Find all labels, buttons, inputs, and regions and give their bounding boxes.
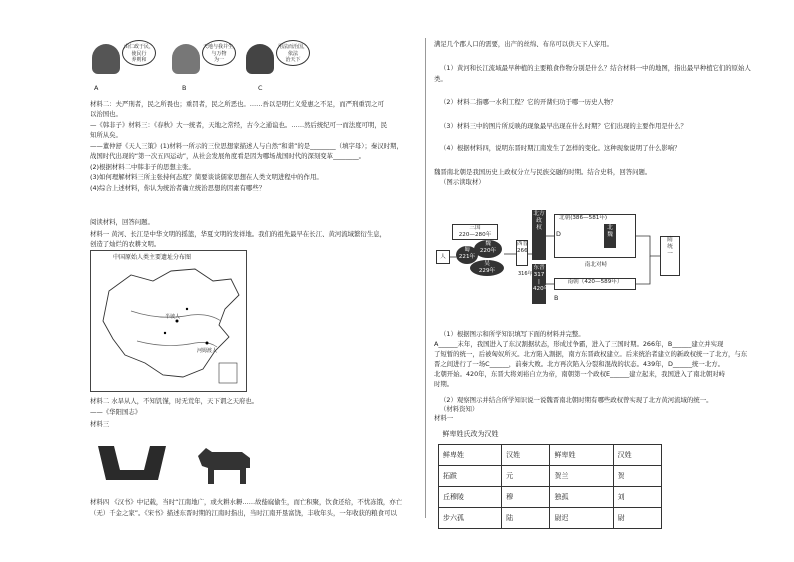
avatar-label: C [258,84,263,92]
question: （1）黄河和长江流域最早种植的主要粮食作物分别是什么？结合材料一中的地图，指出最早种植它们的原始人 [440,64,751,72]
question: （3）材料三中的图片所反映的现象最早出现在什么时期？它们出现的主要作用是什么？ [440,122,687,130]
table-row [439,487,662,508]
table-cell: 步六孤 [439,508,502,529]
text-line: 晋之间进行了一场C______，前秦大败。北方再次陷入分裂和混战的状态。439年，D______统一北方。 [434,360,724,368]
table-caption: 鲜卑姓氏改为汉姓 [439,424,662,445]
flow-box-shu: 蜀 221年 [456,246,478,264]
text-line: 知所从矣。 [90,131,122,139]
text-line: (4)综合上述材料，你认为统治者确立统治思想的因素有哪些？ [90,184,266,192]
column-divider [425,38,426,518]
flow-box-wu: 吴 229年 [470,260,504,276]
question: （2）材料二指哪一水利工程？它的开凿归功于哪一历史人物？ [440,98,617,106]
table-cell: 刘 [613,487,661,508]
avatar [172,44,200,74]
text-line: 材料二 水旱从人，不知饥馑，时无荒年，天下谓之天府也。 [90,397,259,405]
flow-label-d: D [556,230,561,238]
text-line: 魏晋南北朝是我国历史上政权分立与民族交融的时期。结合史料，回答问题。 [434,168,652,176]
speech-bubble: 天地与我并生， 与万物 为一 [202,40,236,66]
table-cell: 元 [502,466,550,487]
map-title: 中国原始人类主要遗址分布图 [113,254,192,261]
table-cell: 穆 [502,487,550,508]
flow-box-nanbei: 南北对峙 [576,262,616,274]
speech-bubble: 用法而治国， 依法 治天下 [276,40,310,66]
speech-bubble: 由仁政于民， 使民行 养则和 [122,40,156,66]
text-line: 战国时代出现的“第一次五四运动”，从社会发展角度看是因为哪场战国时代的深刻变革________。 [90,152,366,160]
table-header: 汉姓 [502,445,550,466]
surname-table [438,424,662,529]
text-line: (2)根据材料二中韩非子的思想主张。 [90,163,195,171]
ox-figurine-image [192,438,256,490]
flow-label-316: 316年 [518,271,533,277]
map-label: 河姆渡人 [197,348,218,354]
table-cell: 贺 [613,466,661,487]
text-line: ——董仲舒《天人三策》(1)材料一所示的三位思想家描述人与自然“和谐”的是________（填字母）；秦汉时期， [90,142,403,150]
map-label: 半坡人 [165,314,181,320]
text-line: A______末年，我国进入了东汉割据状态，形成过争霸，进入了三国时期。266年，B______建立并实现 [434,340,724,348]
text-line: 满足几个郡人口的需要，出产的丝绵、布帛可以供天下人穿用。 [434,40,613,48]
text-line: —《韩非子》材料三：《春秋》大一统者，天地之常经，古今之通谊也。……然后统纪可一而法度可明，民 [90,121,388,129]
text-line: 了短暂的统一，后被匈奴所灭。北方陷入割据，南方东晋政权建立。后来统治者建立的新政权统一了北方，与东 [434,350,748,358]
flow-label-b: B [554,294,559,302]
avatar-label: B [182,84,187,92]
text-line: (3)如何理解材料三所主张持何态度？简要谈谈儒家思想在人类文明进程中的作用。 [90,173,323,181]
avatar [92,44,120,74]
text-line: 材料二：夫严刑者，民之所畏也；重罚者，民之所恶也。……吾以是明仁义爱惠之不足，而严刑重罚之可 [90,100,384,108]
text-line: 创造了灿烂的农耕文明。 [90,240,161,248]
avatar-label: A [94,84,99,92]
table-cell: 尉 [613,508,661,529]
flow-box-ren: 人 [436,250,450,264]
text-line: 材料一 [434,414,454,422]
table-cell: 拓跋 [439,466,502,487]
question: （4）根据材料四，说明东晋时期江南发生了怎样的变化。这种现象说明了什么影响？ [440,144,681,152]
table-header: 鲜卑姓 [550,445,613,466]
table-header: 鲜卑姓 [439,445,502,466]
flow-box-sui: 隋 统 一 [660,236,680,276]
table-row [439,466,662,487]
table-cell: 尉迟 [550,508,613,529]
text-line: 时期。 [434,380,454,388]
text-line: 北朝开始。420年，东晋大将刘裕自立为帝，南朝第一个政权E______建立起来，我国进入了南北朝对峙 [434,370,726,378]
table-cell: 贺兰 [550,466,613,487]
citation: ——《华阳国志》 [90,408,142,416]
iron-plough-image [92,440,172,488]
flow-box-north: 北方 政 权 [532,210,546,260]
flow-box-nanchao: 南朝（420—589年） [554,278,636,290]
text-line: 以治国也。 [90,110,122,118]
table-cell: 丘穆陵 [439,487,502,508]
flow-box-beichao: 北朝(386—581年) [554,214,636,258]
question: （2）观察图示并结合所学知识说一说魏晋南北朝时期有哪些政权曾实现了北方黄河流域的统一。 [440,396,713,404]
dynasty-flow-diagram [436,210,686,315]
avatar [246,44,274,74]
table-cell: 陆 [502,508,550,529]
table-cell: 独孤 [550,487,613,508]
table-header-row [439,445,662,466]
flow-arrows [436,210,686,315]
text-line: （材料资知） [440,405,479,413]
text-line: 类。 [434,75,447,83]
flow-box-wei: 魏 220年 [474,240,502,258]
prehistoric-sites-map [90,250,247,392]
question: （1）根据图示和所学知识填写下面的材料并完整。 [440,330,585,338]
text-line: 材料四 《汉书》中记载，当时“江南地广，或火耕水耨……故啙窳偷生，而亡积聚，饮食还给，不忧冻饿，亦亡 [90,498,403,506]
text-line: 材料一 黄河、长江是中华文明的摇篮，华夏文明的发祥地。我们的祖先最早在长江、黄河流域繁衍生息， [90,230,386,238]
flow-box-beiwei: 北 魏 [604,224,616,248]
table-header: 汉姓 [613,445,661,466]
section-title: 阅读材料，回答问题。 [90,218,154,226]
flow-box-xijin: 西晋 266 [516,240,528,266]
flow-box-dongjin: 东晋 317 | 420年 [532,264,546,304]
section-title: 材料三 [90,420,110,428]
flow-box-sanguo: 三国 220—280年 [452,224,498,240]
table-row [439,508,662,529]
text-line: （无）千金之家”。《宋书》描述东晋时期的江南时指出，当时江南开垦富饶，丰收年头，一年收获的粮食可以 [90,509,397,517]
text-line: （图示读取材） [440,178,485,186]
